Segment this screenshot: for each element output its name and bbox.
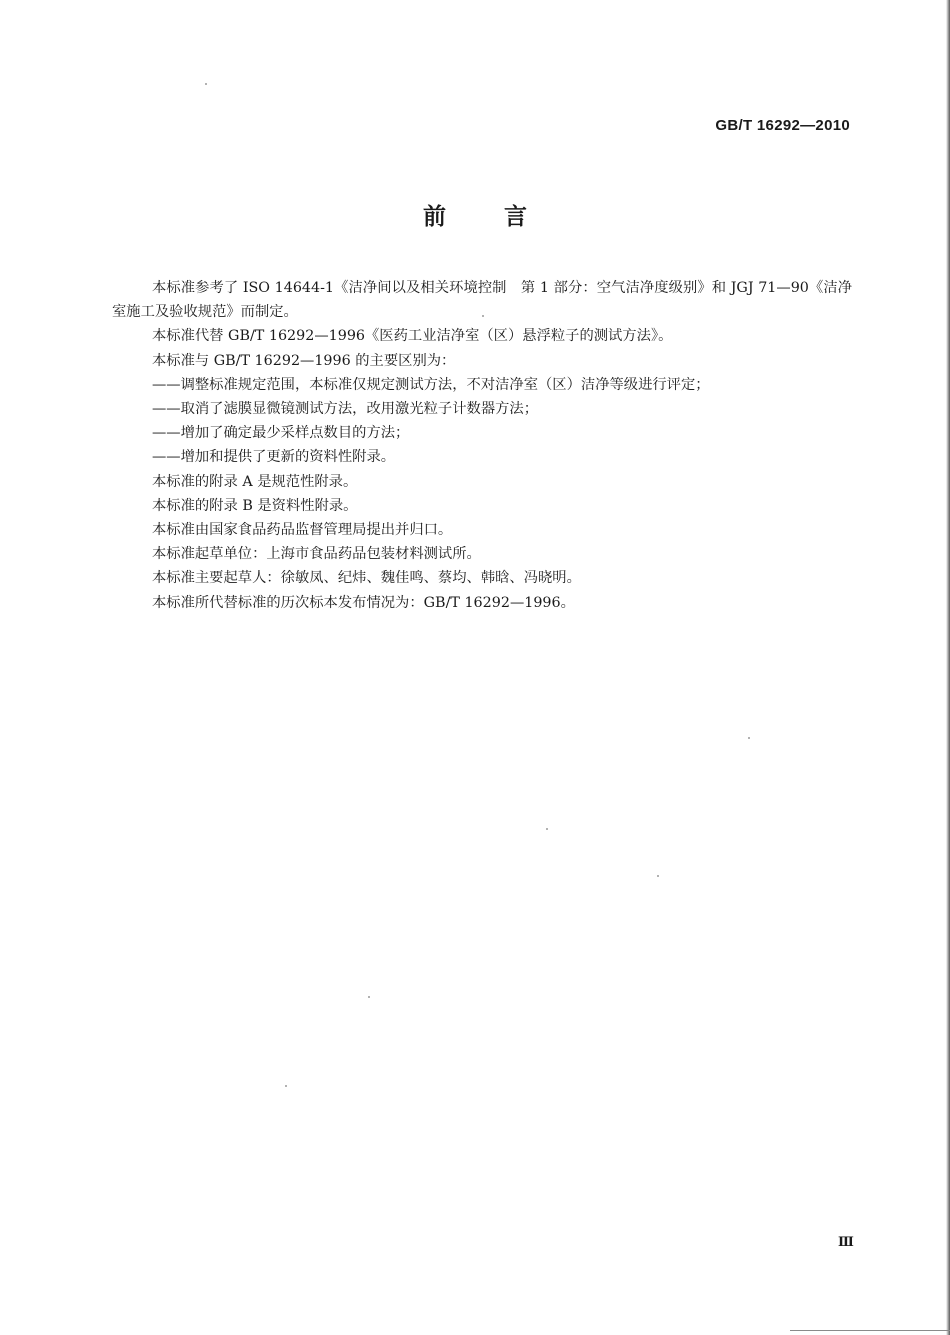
paragraph-drafters: 本标准主要起草人：徐敏凤、纪炜、魏佳鸣、蔡均、韩晗、冯晓明。: [152, 570, 581, 587]
foreword-body: [112, 276, 852, 615]
page-title: 前言: [423, 204, 585, 230]
page-number: Ⅲ: [838, 1235, 854, 1250]
paragraph-differences-intro: 本标准与 GB/T 16292—1996 的主要区别为：: [152, 352, 456, 369]
scan-speck: [285, 1085, 287, 1087]
scan-speck: [748, 737, 750, 739]
difference-item: ——取消了滤膜显微镜测试方法，改用激光粒子计数器方法；: [152, 401, 539, 418]
scan-speck: [205, 83, 207, 85]
paragraph-supersedes: 本标准代替 GB/T 16292—1996《医药工业洁净室（区）悬浮粒子的测试方法》。: [152, 328, 673, 345]
paragraph-drafting-unit: 本标准起草单位：上海市食品药品包装材料测试所。: [152, 546, 481, 563]
paragraph-annex-a: 本标准的附录 A 是规范性附录。: [152, 473, 358, 490]
difference-item: ——调整标准规定范围，本标准仅规定测试方法，不对洁净室（区）洁净等级进行评定；: [152, 376, 710, 393]
scan-speck: [482, 315, 484, 317]
standard-code: GB/T 16292—2010: [715, 117, 850, 134]
paragraph-proposer: 本标准由国家食品药品监督管理局提出并归口。: [152, 522, 453, 539]
scan-speck: [657, 875, 659, 877]
paragraph-history: 本标准所代替标准的历次标本发布情况为：GB/T 16292—1996。: [152, 594, 575, 611]
difference-item: ——增加和提供了更新的资料性附录。: [152, 449, 396, 466]
paragraph-annex-b: 本标准的附录 B 是资料性附录。: [152, 497, 358, 514]
scan-bottom-line: [790, 1330, 950, 1331]
scan-speck: [546, 828, 548, 830]
difference-item: ——增加了确定最少采样点数目的方法；: [152, 425, 410, 442]
paragraph-reference: 本标准参考了 ISO 14644-1《洁净间以及相关环境控制 第 1 部分：空气洁净度级别》和 JGJ 71—90《洁净室施工及验收规范》而制定。: [112, 280, 852, 321]
scan-speck: [368, 996, 370, 998]
